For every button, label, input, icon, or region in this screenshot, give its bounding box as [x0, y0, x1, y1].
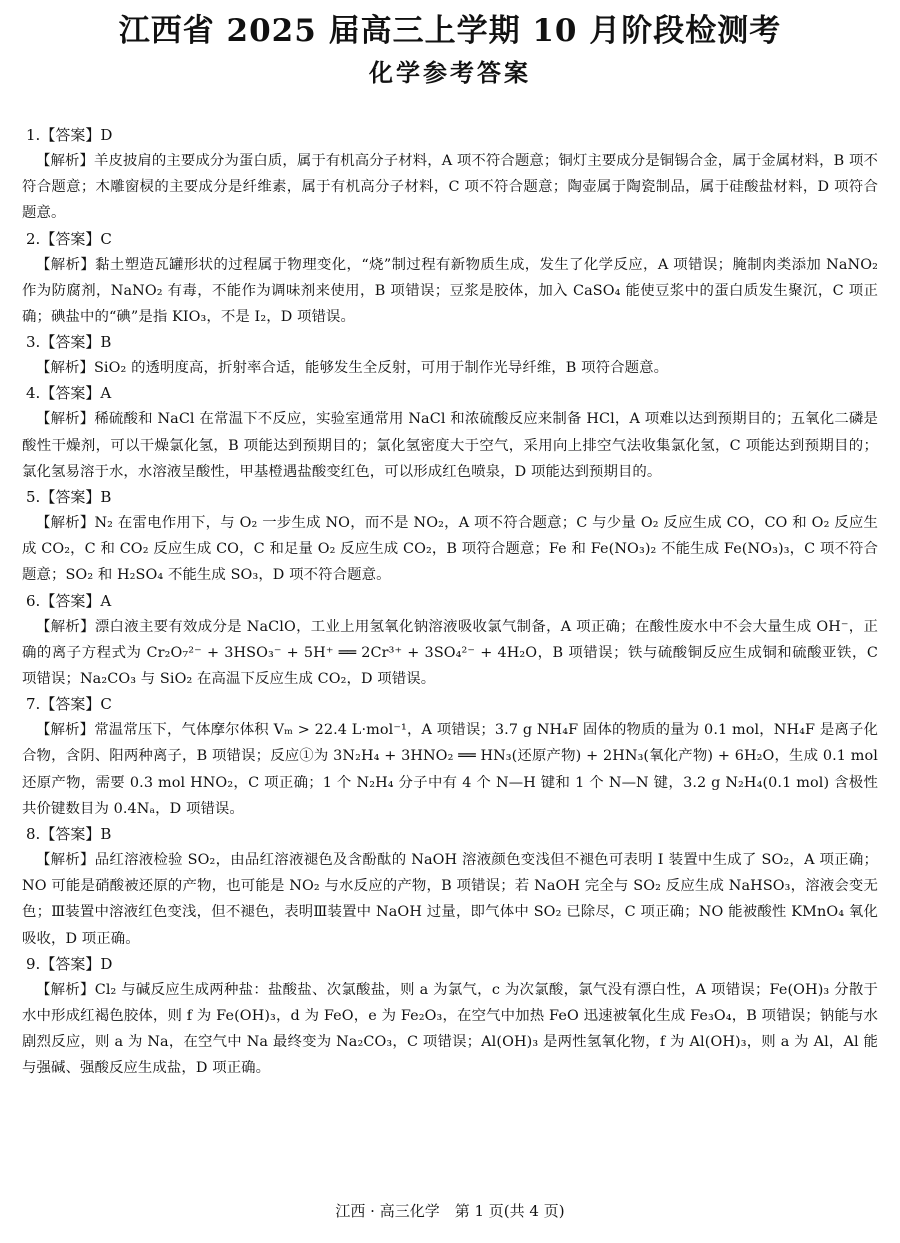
question-number: 9. [26, 954, 41, 973]
answer-label: 【答案】A [40, 591, 112, 610]
answer-line [22, 123, 878, 148]
answer-label: 【答案】C [40, 695, 112, 714]
answer-line [22, 692, 878, 717]
question-item [22, 123, 878, 227]
answer-label: 【答案】A [40, 384, 112, 403]
explanation-text: 【解析】黏土塑造瓦罐形状的过程属于物理变化，“烧”制过程有新物质生成，发生了化学反应，A 项错误；腌制肉类添加 NaNO₂ 作为防腐剂，NaNO₂ 有毒，不能作为调味剂来使用，B 项错误；豆浆是胶体，加入 CaSO₄ 能使豆浆中的蛋白质发生聚沉，C 项正确；碘盐中的“碘”是指 KIO₃，不是 I₂，D 项错误。 [22, 256, 878, 326]
explanation-text: 【解析】N₂ 在雷电作用下，与 O₂ 一步生成 NO，而不是 NO₂，A 项不符合题意；C 与少量 O₂ 反应生成 CO，CO 和 O₂ 反应生成 CO₂，C 和 CO₂ 反应生成 CO，C 和足量 O₂ 反应生成 CO₂，B 项符合题意；Fe 和 Fe(NO₃)₂ 不能生成 Fe(NO₃)₃，C 项不符合题意；SO₂ 和 H₂SO₄ 不能生成 SO₃，D 项不符合题意。 [22, 515, 878, 584]
explanation-text: 【解析】稀硫酸和 NaCl 在常温下不反应，实验室通常用 NaCl 和浓硫酸反应来制备 HCl，A 项难以达到预期目的；五氧化二磷是酸性干燥剂，可以干燥氯化氢，B 项能达到预期目的；氯化氢密度大于空气，采用向上排空气法收集氯化氢，C 项能达到预期目的；氯化氢易溶于水，水溶液呈酸性，甲基橙遇盐酸变红色，可以形成红色喷泉，D 项能达到预期目的。 [22, 411, 878, 480]
answer-label: 【答案】D [40, 954, 113, 973]
question-number: 1. [26, 126, 41, 144]
answer-line [22, 952, 878, 977]
question-item [22, 589, 878, 693]
question-number: 2. [26, 229, 41, 248]
question-item [22, 485, 878, 589]
answer-label: 【答案】B [40, 488, 112, 507]
answer-line [22, 485, 878, 510]
explanation-text: 【解析】羊皮披肩的主要成分为蛋白质，属于有机高分子材料，A 项不符合题意；铜灯主要成分是铜锡合金，属于金属材料，B 项不符合题意；木雕窗棂的主要成分是纤维素，属于有机高分子材料，C 项不符合题意；陶壶属于陶瓷制品，属于硅酸盐材料，D 项符合题意。 [22, 153, 878, 222]
answer-line [22, 822, 878, 847]
explanation-text: 【解析】SiO₂ 的透明度高，折射率合适，能够发生全反射，可用于制作光导纤维，B 项符合题意。 [36, 360, 669, 377]
explanation-text: 【解析】Cl₂ 与碱反应生成两种盐：盐酸盐、次氯酸盐，则 a 为氯气，c 为次氯酸，氯气没有漂白性，A 项错误；Fe(OH)₃ 分散于水中形成红褐色胶体，则 f 为 Fe(OH)₃，d 为 FeO，e 为 Fe₂O₃，在空气中加热 FeO 迅速被氧化生成 Fe₃O₄，B 项错误；钠能与水剧烈反应，则 a 为 Na，在空气中 Na 最终变为 Na₂CO₃，C 项错误；Al(OH)₃ 是两性氢氧化物，f 为 Al(OH)₃，则 a 为 Al，Al 能与强碱、强酸反应生成盐，D 项正确。 [22, 981, 878, 1077]
answer-label: 【答案】D [40, 126, 113, 144]
answer-label: 【答案】C [40, 229, 112, 248]
answer-label: 【答案】B [40, 333, 112, 352]
question-item [22, 692, 878, 822]
question-item [22, 952, 878, 1082]
question-item [22, 227, 878, 331]
question-item [22, 381, 878, 485]
question-item [22, 822, 878, 952]
page-title: 江西省 2025 届高三上学期 10 月阶段检测考 [118, 13, 782, 49]
page-footer: 江西 · 高三化学 第 1 页(共 4 页) [335, 1202, 565, 1220]
question-number: 7. [26, 695, 41, 714]
answer-line [22, 381, 878, 406]
question-number: 8. [26, 825, 41, 844]
answer-line [22, 227, 878, 252]
question-number: 5. [26, 488, 41, 507]
question-number: 6. [26, 591, 41, 610]
page-subtitle: 化学参考答案 [369, 59, 531, 87]
question-item [22, 330, 878, 381]
answer-list [22, 123, 878, 1082]
question-number: 3. [26, 333, 41, 352]
explanation-text: 【解析】漂白液主要有效成分是 NaClO，工业上用氢氧化钠溶液吸收氯气制备，A 项正确；在酸性废水中不会大量生成 OH⁻，正确的离子方程式为 Cr₂O₇²⁻ + 3HSO₃⁻ + 5H⁺ ══ 2Cr³⁺ + 3SO₄²⁻ + 4H₂O，B 项错误；铁与硫酸铜反应生成铜和硫酸亚铁，C 项错误；Na₂CO₃ 与 SiO₂ 在高温下反应生成 CO₂，D 项错误。 [22, 618, 878, 688]
answer-line [22, 330, 878, 355]
answer-label: 【答案】B [40, 825, 112, 844]
answer-line [22, 589, 878, 614]
explanation-text: 【解析】品红溶液检验 SO₂，由品红溶液褪色及含酚酞的 NaOH 溶液颜色变浅但不褪色可表明 Ⅰ 装置中生成了 SO₂，A 项正确；NO 可能是硝酸被还原的产物，也可能是 NO₂ 与水反应的产物，B 项错误；若 NaOH 完全与 SO₂ 反应生成 NaHSO₃，溶液会变无色；Ⅲ装置中溶液红色变浅，但不褪色，表明Ⅲ装置中 NaOH 过量，即气体中 SO₂ 已除尽，C 项正确；NO 能被酸性 KMnO₄ 氧化吸收，D 项正确。 [22, 852, 878, 947]
explanation-text: 【解析】常温常压下，气体摩尔体积 Vₘ > 22.4 L·mol⁻¹，A 项错误；3.7 g NH₄F 固体的物质的量为 0.1 mol，NH₄F 是离子化合物，含阴、阳两种离子，B 项错误；反应①为 3N₂H₄ + 3HNO₂ ══ HN₃(还原产物) + 2HN₃(氧化产物) + 6H₂O，生成 0.1 mol 还原产物，需要 0.3 mol HNO₂，C 项正确；1 个 N₂H₄ 分子中有 4 个 N—H 键和 1 个 N—N 键，3.2 g N₂H₄(0.1 mol) 含极性共价键数目为 0.4Nₐ，D 项错误。 [22, 722, 878, 817]
question-number: 4. [26, 384, 41, 403]
